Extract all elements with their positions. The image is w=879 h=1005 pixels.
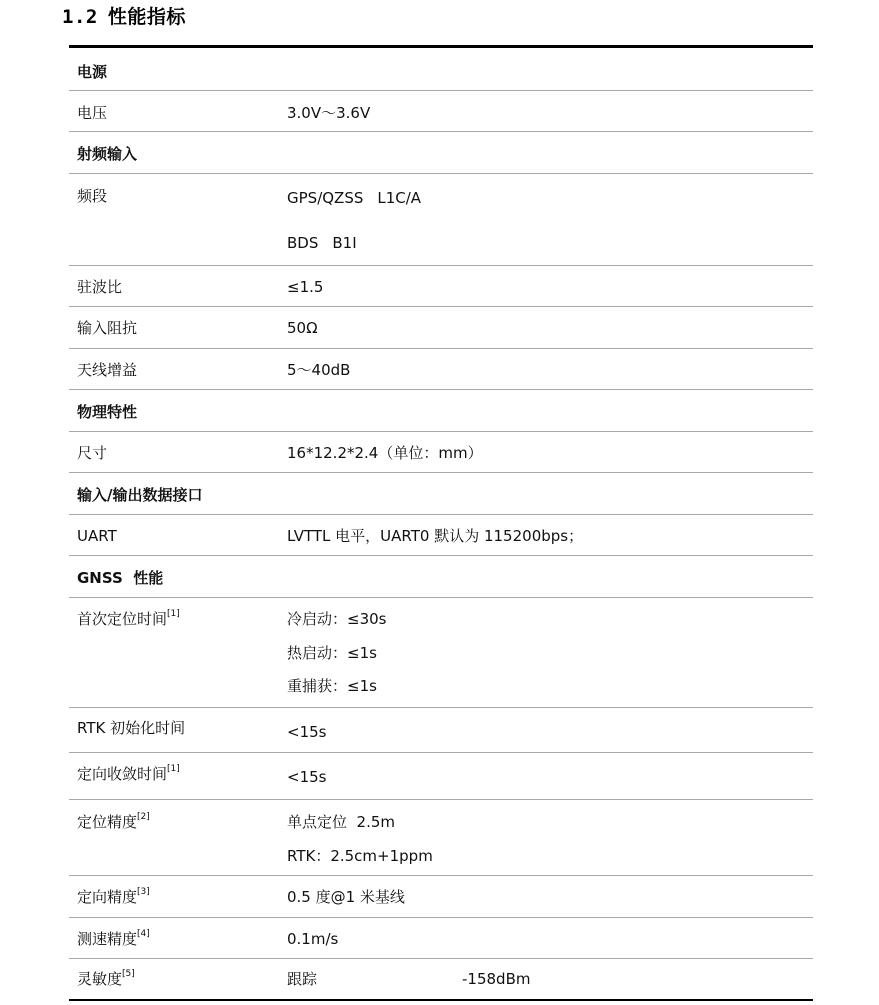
section-label-rf-input: 射频输入 [77, 145, 138, 163]
table-row [69, 515, 813, 556]
row-label-size: 尺寸 [77, 444, 108, 462]
section-number: 1.2 [62, 6, 98, 28]
row-value-velocity-accuracy: 0.1m/s [287, 930, 339, 948]
row-value-reacquisition: 重捕获：≤1s [287, 677, 377, 695]
row-label-impedance: 输入阻抗 [77, 319, 138, 337]
row-value-hot-start: 热启动：≤1s [287, 644, 377, 662]
row-value-cold-start: 冷启动：≤30s [287, 610, 387, 628]
table-row [69, 432, 813, 473]
row-label-position-accuracy: 定位精度[2] [77, 812, 150, 831]
section-heading [62, 2, 186, 29]
row-value-impedance: 50Ω [287, 319, 318, 337]
section-label-physical: 物理特性 [77, 403, 138, 421]
table-row [69, 174, 813, 266]
row-label-rtk-init: RTK 初始化时间 [77, 719, 186, 737]
table-row [69, 390, 813, 432]
row-value-heading-convergence: <15s [287, 768, 327, 786]
row-label-antenna-gain: 天线增益 [77, 361, 138, 379]
footnote-ref: [3] [137, 887, 150, 897]
row-value-voltage: 3.0V～3.6V [287, 104, 371, 122]
table-row [69, 556, 813, 598]
section-label-gnss: GNSS 性能 [77, 569, 164, 587]
table-row [69, 753, 813, 800]
row-label-uart: UART [77, 527, 117, 545]
table-row [69, 800, 813, 876]
sensitivity-value: -158dBm [462, 970, 531, 988]
table-row [69, 473, 813, 515]
row-value-single-point: 单点定位 2.5m [287, 813, 396, 831]
row-label-velocity-accuracy: 测速精度[4] [77, 929, 150, 948]
row-value-vswr: ≤1.5 [287, 278, 324, 296]
sensitivity-mode: 跟踪 [287, 970, 318, 988]
table-row [69, 266, 813, 307]
row-value-band-2: BDS B1I [287, 234, 357, 252]
row-value-rtk-init: <15s [287, 723, 327, 741]
row-label-heading-convergence: 定向收敛时间[1] [77, 764, 180, 783]
row-label-heading-accuracy: 定向精度[3] [77, 887, 150, 906]
table-row [69, 876, 813, 918]
table-row [69, 349, 813, 390]
table-row [69, 132, 813, 174]
footnote-ref: [2] [137, 812, 150, 822]
row-value-antenna-gain: 5～40dB [287, 361, 351, 379]
table-row [69, 708, 813, 753]
row-label-vswr: 驻波比 [77, 278, 123, 296]
table-row [69, 307, 813, 349]
row-label-band: 频段 [77, 187, 108, 205]
footnote-ref: [5] [122, 969, 135, 979]
footnote-ref: [1] [167, 609, 180, 619]
row-value-size: 16*12.2*2.4（单位：mm） [287, 444, 483, 462]
section-title: 性能指标 [107, 6, 186, 28]
spec-table [69, 45, 813, 1001]
row-value-uart: LVTTL 电平，UART0 默认为 115200bps； [287, 527, 584, 545]
footnote-ref: [1] [167, 764, 180, 774]
row-value-band-1: GPS/QZSS L1C/A [287, 189, 422, 207]
row-label-sensitivity: 灵敏度[5] [77, 969, 135, 988]
footnote-ref: [4] [137, 929, 150, 939]
table-row [69, 48, 813, 91]
section-label-io: 输入/输出数据接口 [77, 486, 203, 504]
section-label-power: 电源 [77, 63, 108, 81]
table-row [69, 918, 813, 959]
table-row [69, 959, 813, 1001]
row-value-heading-accuracy: 0.5 度@1 米基线 [287, 888, 405, 906]
row-label-ttff: 首次定位时间[1] [77, 609, 180, 628]
row-value-sensitivity [287, 972, 530, 987]
table-row [69, 598, 813, 708]
row-value-rtk-accuracy: RTK：2.5cm+1ppm [287, 847, 433, 865]
row-label-voltage: 电压 [77, 104, 108, 122]
table-row [69, 91, 813, 132]
